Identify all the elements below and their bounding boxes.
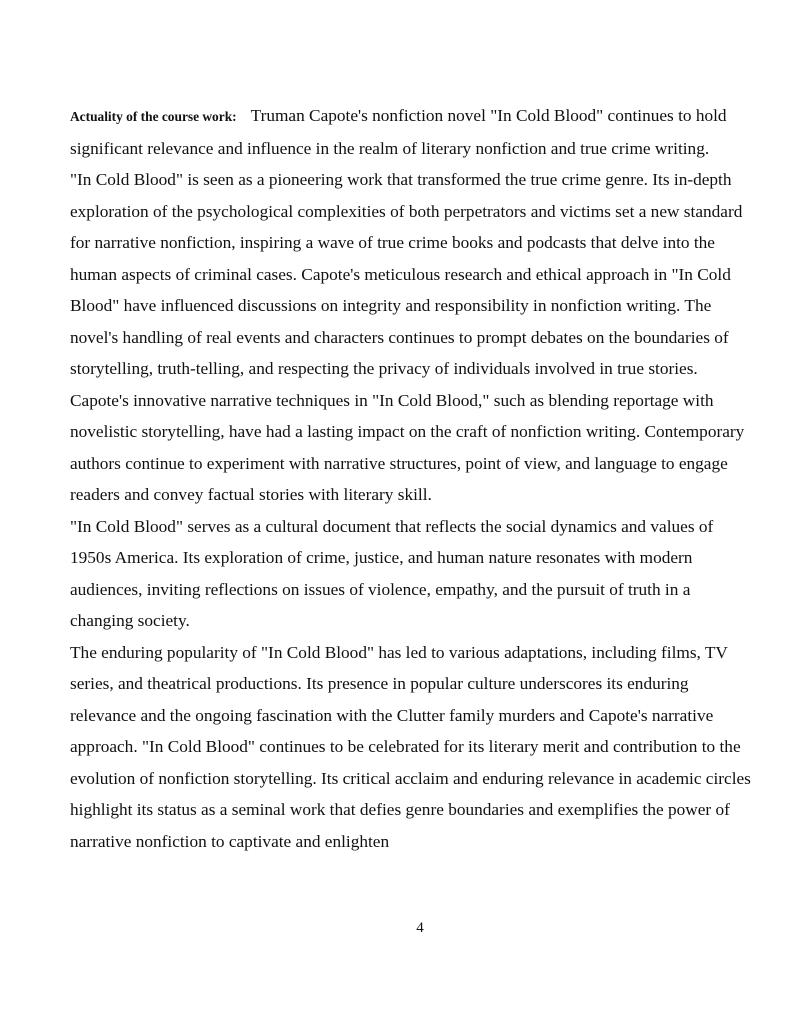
paragraph-enduring-popularity: The enduring popularity of "In Cold Blood" has led to various adaptations, including films, TV series, and theatrical productions. Its presence in popular culture underscores its enduring relevance and the ongoing fascination with the Clutter family murders and Capote's narrative approach. "In Cold Blood" continues to be celebrated for its literary merit and contribution to the evolution of nonfiction storytelling. Its critical acclaim and enduring relevance in academic circles highlight its status as a seminal work that defies genre boundaries and exemplifies the power of narrative nonfiction to captivate and enlighten (70, 642, 751, 851)
paragraph-cultural-document: "In Cold Blood" serves as a cultural document that reflects the social dynamics and values of 1950s America. Its exploration of crime, justice, and human nature resonates with modern audiences, inviting reflections on issues of violence, empathy, and the pursuit of truth in a changing society. (70, 516, 714, 630)
paragraph-genre-influence: "In Cold Blood" is seen as a pioneering work that transformed the true crime genre. Its in-depth exploration of the psychological complexities of both perpetrators and victims set a new standard for narrative nonfiction, inspiring a wave of true crime books and podcasts that delve into the human aspects of criminal cases. Capote's meticulous research and ethical approach in "In Cold Blood" have influenced discussions on integrity and responsibility in nonfiction writing. The novel's handling of real events and characters continues to prompt debates on the boundaries of storytelling, truth-telling, and respecting the privacy of individuals involved in true stories. Capote's innovative narrative techniques in "In Cold Blood," such as blending reportage with novelistic storytelling, have had a lasting impact on the craft of nonfiction writing. Contemporary authors continue to experiment with narrative structures, point of view, and language to engage readers and convey factual stories with literary skill. (70, 170, 745, 504)
intro-paragraph (70, 100, 755, 164)
body-text (70, 100, 755, 857)
section-heading: Actuality of the course work: (70, 109, 237, 124)
page-number: 4 (416, 920, 424, 936)
intro-text: Truman Capote's nonfiction novel "In Cold Blood" continues to hold significant relevance and influence in the realm of literary nonfiction and true crime writing. (70, 106, 727, 158)
